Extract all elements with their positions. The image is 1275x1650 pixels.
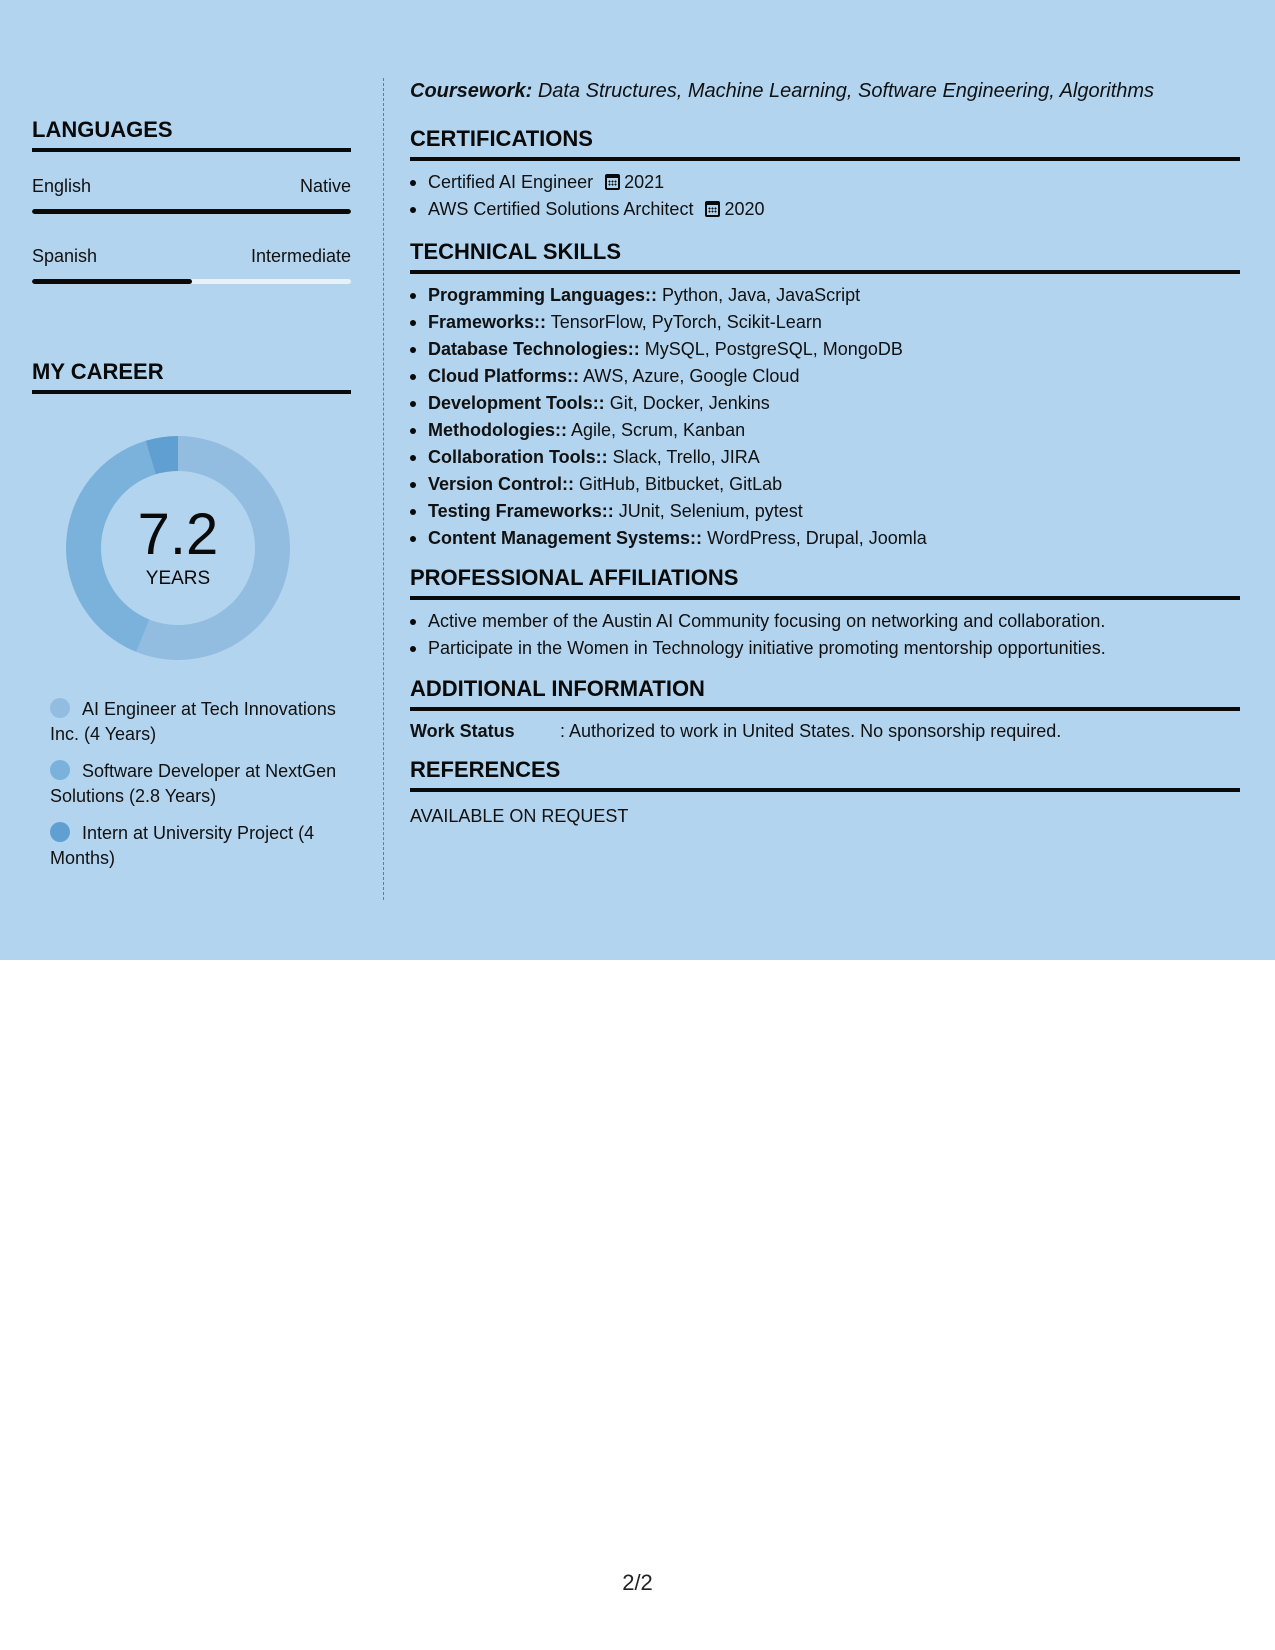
list-item [410,525,1240,552]
coursework-text: Data Structures, Machine Learning, Software Engineering, Algorithms [537,80,1155,102]
skill-value: GitHub, Bitbucket, GitLab [579,474,783,495]
language-proficiency-bar [32,279,351,284]
skill-label: Cloud Platforms:: [428,366,579,387]
certifications-list [410,169,1240,223]
language-proficiency-fill [32,279,192,284]
legend-dot [50,760,70,780]
list-item [410,169,1240,196]
skill-label: Development Tools:: [428,393,605,414]
skill-value: JUnit, Selenium, pytest [618,501,803,522]
list-item [410,309,1240,336]
list-item: Active member of the Austin AI Community focusing on networking and collaboration. [410,608,1240,635]
skill-label: Database Technologies:: [428,339,640,360]
references-heading: REFERENCES [410,758,1240,792]
calendar-icon [605,174,620,190]
skill-value: Agile, Scrum, Kanban [571,420,746,441]
language-item-spanish [32,246,351,284]
skill-label: Methodologies:: [428,420,567,441]
career-heading: MY CAREER [32,360,351,394]
additional-info-section [410,677,1240,742]
certification-year: 2020 [724,199,765,220]
language-level: Intermediate [250,246,351,266]
technical-skills-list [410,282,1240,552]
skill-value: TensorFlow, PyTorch, Scikit-Learn [550,312,822,333]
skill-value: MySQL, PostgreSQL, MongoDB [644,339,903,360]
skill-value: Python, Java, JavaScript [662,285,861,306]
language-name: English [32,176,92,196]
list-item: Participate in the Women in Technology initiative promoting mentorship opportunities. [410,635,1240,662]
list-item [410,417,1240,444]
work-status-row [410,721,1240,742]
skill-label: Collaboration Tools:: [428,447,608,468]
skill-value: AWS, Azure, Google Cloud [583,366,800,387]
coursework-line [410,80,1154,103]
calendar-icon [705,201,720,217]
legend-item [50,697,350,747]
references-section [410,758,1240,827]
certification-name: AWS Certified Solutions Architect [428,199,694,220]
technical-skills-heading: TECHNICAL SKILLS [410,240,1240,274]
affiliations-list [410,608,1240,662]
career-total-value: 7.2 [137,502,219,567]
skill-label: Content Management Systems:: [428,528,703,549]
legend-item [50,759,350,809]
career-total-unit: YEARS [145,568,211,589]
skill-label: Frameworks:: [428,312,547,333]
list-item [410,390,1240,417]
affiliations-section [410,566,1240,662]
list-item [410,471,1240,498]
donut-center [66,436,290,660]
page-number: 2/2 [622,1570,653,1595]
legend-dot [50,822,70,842]
skill-value: Git, Docker, Jenkins [609,393,770,414]
legend-label: Software Developer at NextGen Solutions (2.8 Years) [50,761,337,806]
language-name: Spanish [32,246,98,266]
work-status-value: : Authorized to work in United States. No sponsorship required. [560,721,1062,742]
references-text: AVAILABLE ON REQUEST [410,806,629,827]
certification-name: Certified AI Engineer [428,172,594,193]
additional-info-heading: ADDITIONAL INFORMATION [410,677,1240,711]
language-item-english [32,176,351,214]
column-divider [383,78,384,900]
skill-label: Programming Languages:: [428,285,658,306]
language-proficiency-fill [32,209,351,214]
list-item [410,498,1240,525]
technical-skills-section [410,240,1240,552]
language-proficiency-bar [32,209,351,214]
skill-label: Version Control:: [428,474,575,495]
list-item [410,282,1240,309]
list-item [410,336,1240,363]
list-item [410,196,1240,223]
coursework-label: Coursework: [410,80,533,102]
list-item [410,363,1240,390]
affiliations-heading: PROFESSIONAL AFFILIATIONS [410,566,1240,600]
legend-label: Intern at University Project (4 Months) [50,823,315,868]
languages-heading: LANGUAGES [32,118,351,152]
legend-item [50,821,350,871]
career-donut-chart [66,436,290,660]
list-item [410,444,1240,471]
certifications-heading: CERTIFICATIONS [410,127,1240,161]
skill-value: WordPress, Drupal, Joomla [707,528,927,549]
skill-value: Slack, Trello, JIRA [612,447,760,468]
work-status-label: Work Status [410,721,515,742]
certifications-section [410,127,1240,223]
career-legend [50,697,350,883]
language-level: Native [299,176,351,196]
certification-year: 2021 [624,172,665,193]
legend-label: AI Engineer at Tech Innovations Inc. (4 Years) [50,699,336,744]
legend-dot [50,698,70,718]
skill-label: Testing Frameworks:: [428,501,614,522]
